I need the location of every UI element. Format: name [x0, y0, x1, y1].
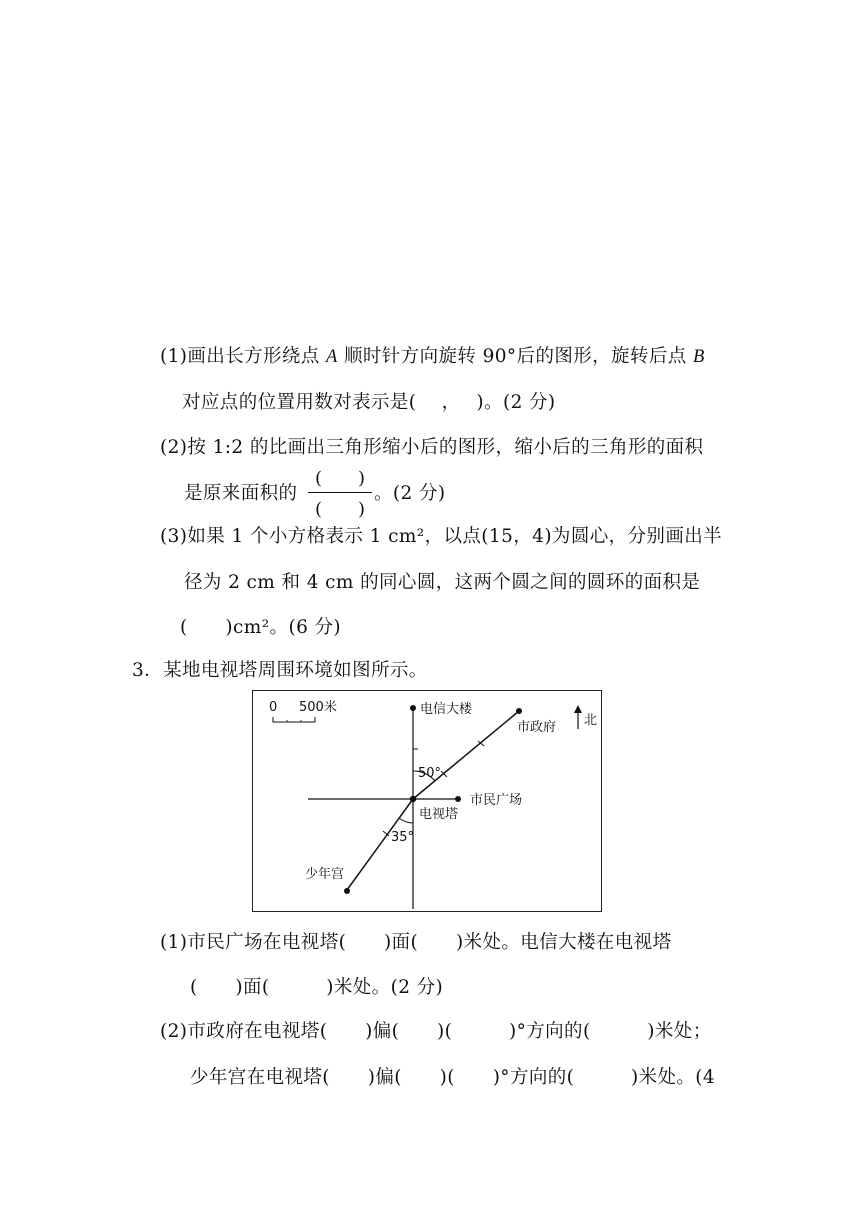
q2-part1-line1 — [160, 342, 705, 368]
q3-title: 3．某地电视塔周围环境如图所示。 — [132, 660, 428, 681]
north-label: 北 — [584, 713, 598, 728]
fraction-numerator-blank: ( ) — [314, 468, 366, 489]
angle-35-label: 35° — [391, 830, 415, 845]
angle-50-label: 50° — [418, 766, 442, 781]
q2-part2-line2b: 。(2 分) — [374, 483, 446, 504]
q2-part2-line1: (2)按 1:2 的比画出三角形缩小后的图形，缩小后的三角形的面积 — [160, 437, 704, 458]
q3-part1-line1: (1)市民广场在电视塔( )面( )米处。电信大楼在电视塔 — [160, 932, 672, 953]
map-figure — [252, 690, 602, 912]
fraction-bar — [308, 492, 372, 493]
tv-tower-label: 电视塔 — [419, 807, 459, 822]
scale-label: 500米 — [299, 700, 337, 715]
telecom-building-label: 电信大楼 — [420, 702, 473, 717]
scale-bar — [273, 717, 315, 722]
tv-tower-point — [410, 796, 416, 802]
north-arrow-head-icon — [574, 705, 582, 713]
q3-part2-line1: (2)市政府在电视塔( )偏( )( )°方向的( )米处； — [160, 1021, 712, 1042]
q3-part2-line2: 少年宫在电视塔( )偏( )( )°方向的( )米处。(4 — [190, 1067, 716, 1088]
map-svg — [253, 691, 601, 911]
q2-part2-line2a: 是原来面积的 — [184, 483, 298, 504]
text-segment: (1)画出长方形绕点 — [160, 346, 326, 367]
angle-arc-35 — [399, 818, 413, 823]
answer-fraction[interactable] — [308, 464, 372, 521]
point-b-label: B — [692, 347, 705, 367]
text-segment: 顺时针方向旋转 90°后的图形，旋转后点 — [337, 346, 693, 367]
q2-part3-line1: (3)如果 1 个小方格表示 1 cm²，以点(15，4)为圆心，分别画出半 — [160, 526, 723, 547]
q2-part1-line2: 对应点的位置用数对表示是( ， )。(2 分) — [182, 392, 556, 413]
youth-palace-label: 少年宫 — [305, 867, 345, 882]
line-to-city-hall — [413, 711, 519, 799]
q2-part3-line2: 径为 2 cm 和 4 cm 的同心圆，这两个圆之间的圆环的面积是 — [184, 572, 701, 593]
city-hall-point — [516, 708, 522, 714]
fraction-denominator-blank: ( ) — [314, 499, 366, 520]
q2-part3-line3: ( )cm²。(6 分) — [180, 617, 342, 638]
scale-zero: 0 — [269, 700, 278, 715]
youth-palace-point — [344, 888, 350, 894]
point-a-label: A — [326, 347, 338, 367]
q3-part1-line2: ( )面( )米处。(2 分) — [190, 977, 444, 998]
telecom-building-point — [410, 705, 416, 711]
citizen-square-label: 市民广场 — [470, 793, 523, 808]
city-hall-label: 市政府 — [517, 720, 557, 735]
citizen-square-point — [455, 796, 461, 802]
